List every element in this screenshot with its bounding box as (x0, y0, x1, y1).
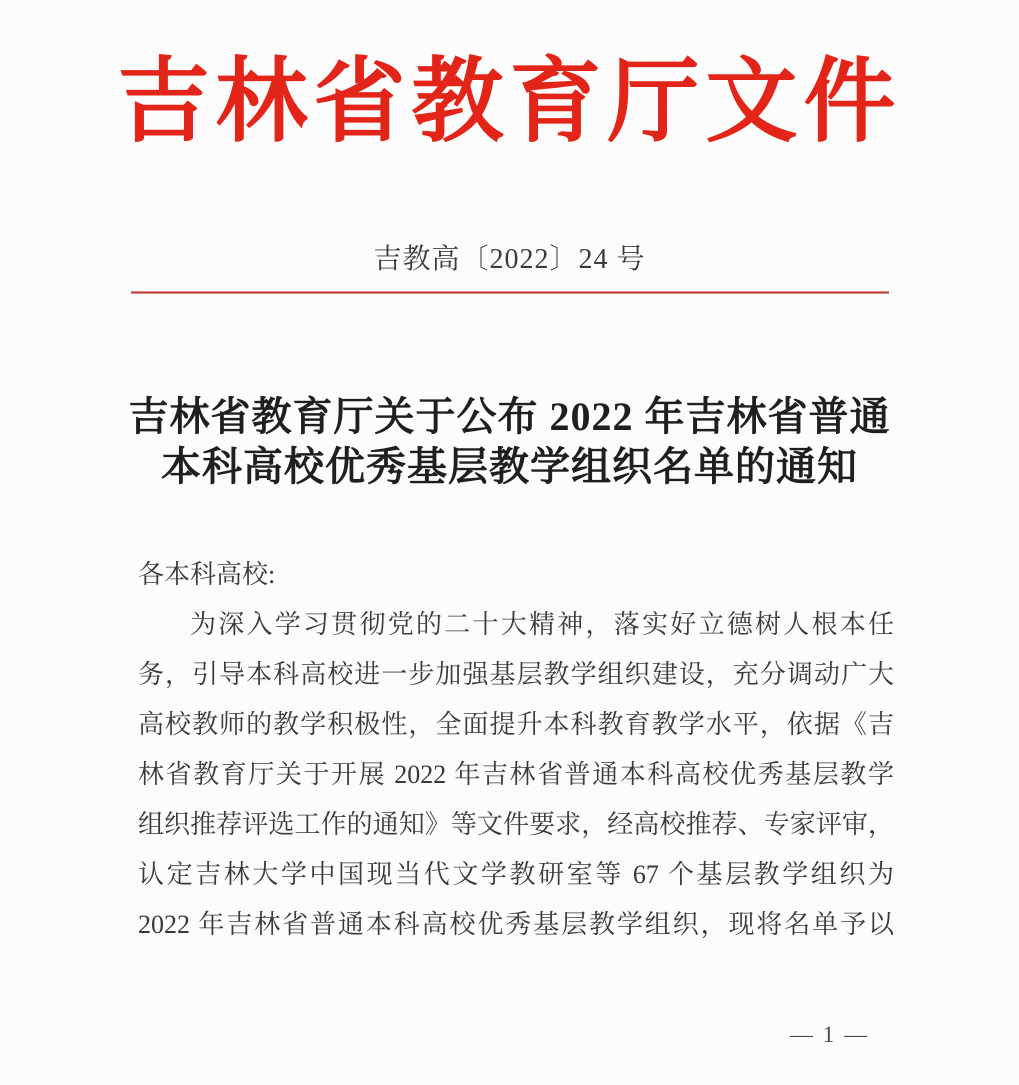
page-number: — 1 — (790, 1022, 869, 1047)
salutation: 各本科高校: (138, 560, 276, 590)
body-line-4: 林省教育厅关于开展 2022 年吉林省普通本科高校优秀基层教学 (138, 760, 894, 790)
body-line-6: 认定吉林大学中国现当代文学教研室等 67 个基层教学组织为 (138, 860, 894, 890)
document-body (138, 550, 894, 950)
document-title-line-2: 本科高校优秀基层教学组织名单的通知 (161, 444, 858, 490)
body-line-1: 为深入学习贯彻党的二十大精神，落实好立德树人根本任 (190, 610, 894, 640)
document-number: 吉教高〔2022〕24 号 (373, 244, 646, 276)
body-line-3: 高校教师的教学积极性，全面提升本科教育教学水平，依据《吉 (138, 710, 894, 740)
document-title-line-1: 吉林省教育厅关于公布 2022 年吉林省普通 (128, 394, 891, 440)
body-line-7: 2022 年吉林省普通本科高校优秀基层教学组织，现将名单予以 (138, 910, 894, 940)
document-title (0, 392, 1019, 492)
red-divider-line (131, 291, 889, 294)
letterhead-title: 吉林省教育厅文件 (117, 51, 902, 153)
body-line-5: 组织推荐评选工作的通知》等文件要求，经高校推荐、专家评审， (138, 810, 894, 840)
body-line-2: 务，引导本科高校进一步加强基层教学组织建设，充分调动广大 (138, 660, 894, 690)
